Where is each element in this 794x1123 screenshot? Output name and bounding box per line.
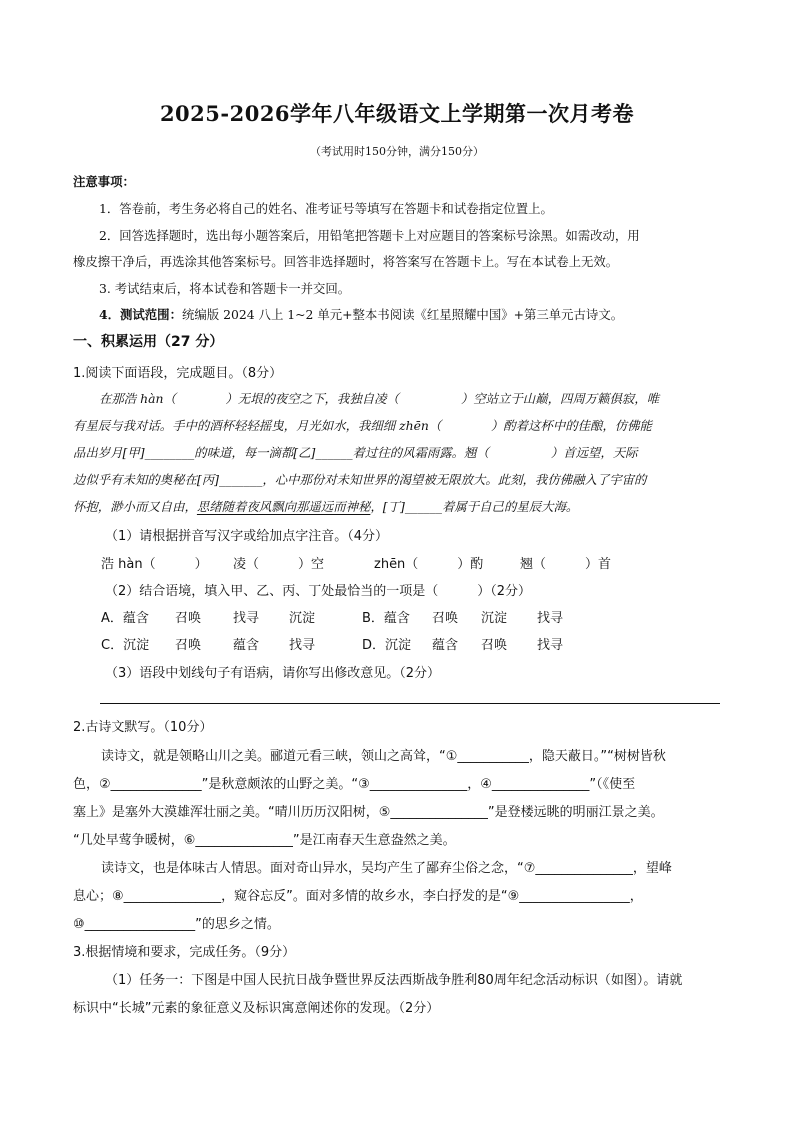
q2-line-7: ⑩_________________”的思乡之情。 [73, 917, 280, 932]
q2-line-5: 读诗文，也是体味古人情思。面对奇山异水，吴均产生了鄙弃尘俗之念，“⑦_______________，望峰 [101, 861, 672, 876]
notice-item-2-cont: 橡皮擦干净后，再选涂其他答案标号。回答非选择题时，将答案写在答题卡上。写在本试卷上无效。 [73, 254, 619, 269]
q3-line-1: （1）任务一：下图是中国人民抗日战争暨世界反法西斯战争胜利80周年纪念活动标识（如图）。请就 [105, 973, 683, 988]
q1-pinyin-3: zhēn（ ）酌 [374, 557, 484, 572]
q1-para-line-2: 有星辰与我对话。手中的酒杯轻轻摇曳，月光如水，我细细 zhēn（ ）酌着这杯中的佳酿，仿佛能 [73, 418, 652, 433]
q1-para-line-5 [73, 497, 578, 515]
q2-line-6: 息心；⑧_______________，窥谷忘反”。面对多情的故乡水，李白抒发的是“⑨_________________， [73, 889, 643, 904]
q1-option-b [362, 607, 564, 626]
q2-line-1: 读诗文，就是领略山川之美。郦道元看三峡，领山之高耸，“①___________，隐天蔽日。”“树树皆秋 [101, 749, 666, 764]
q1-underlined-sentence: 思绪随着夜风飘向那遥远而神秘 [196, 499, 371, 514]
q1-para-5a: 怀抱，渺小而又自由， [73, 499, 197, 514]
option-b-word-2: 召唤 [432, 611, 459, 626]
answer-line [100, 703, 720, 704]
q1-stem: 1.阅读下面语段，完成题目。（8分） [73, 366, 283, 381]
page-subtitle: （考试用时150分钟，满分150分） [310, 145, 484, 158]
option-a-word-1: A．蕴含 [101, 611, 149, 626]
q3-line-2: 标识中“长城”元素的象征意义及标识寓意阐述你的发现。（2分） [73, 1001, 440, 1016]
notice-item-1: 1．答卷前，考生务必将自己的姓名、准考证号等填写在答题卡和试卷指定位置上。 [99, 201, 553, 216]
option-d-word-1: D．沉淀 [362, 638, 412, 653]
section-heading: 一、积累运用（27 分） [73, 334, 224, 350]
page-title: 2025-2026学年八年级语文上学期第一次月考卷 [159, 101, 635, 126]
notice-item-4 [99, 305, 623, 323]
q1-sub1: （1）请根据拼音写汉字或给加点字注音。（4分） [105, 529, 389, 544]
option-a-word-4: 沉淀 [289, 611, 316, 626]
notice-item-2: 2．回答选择题时，选出每小题答案后，用铅笔把答题卡上对应题目的答案标号涂黑。如需改动，用 [99, 228, 640, 243]
q1-pinyin-2: 凌（ ）空 [233, 557, 325, 572]
option-c-word-1: C．沉淀 [101, 638, 150, 653]
notice-heading: 注意事项： [73, 174, 135, 189]
notice-item-4-text: 统编版 2024 八上 1~2 单元+整本书阅读《红星照耀中国》+第三单元古诗文。 [181, 307, 624, 322]
option-b-word-4: 找寻 [537, 611, 564, 626]
option-b-word-1: B．蕴含 [362, 611, 410, 626]
q1-para-line-3: 品出岁月[甲]________的味道，每一滴都[乙]______着过往的风霜雨露。翘（ ）首远望，天际 [73, 445, 638, 460]
q1-pinyin-1: 浩 hàn（ ） [101, 557, 208, 572]
q3-stem: 3.根据情境和要求，完成任务。（9分） [73, 945, 296, 960]
q1-sub2: （2）结合语境，填入甲、乙、丙、丁处最恰当的一项是（ ）（2分） [105, 584, 532, 599]
q1-para-5c: ，[丁]______着属于自己的星辰大海。 [370, 499, 579, 514]
option-d-word-2: 蕴含 [432, 638, 459, 653]
q1-sub3: （3）语段中划线句子有语病，请你写出修改意见。（2分） [105, 666, 441, 681]
option-c-word-2: 召唤 [175, 638, 202, 653]
option-c-word-4: 找寻 [289, 638, 316, 653]
notice-item-4-label: 4．测试范围： [99, 307, 182, 322]
q2-line-3: 塞上》是塞外大漠雄浑壮丽之美。“晴川历历汉阳树，⑤_______________”是登楼远眺的明丽江景之美。 [73, 805, 664, 820]
q2-line-4: “几处早莺争暖树，⑥_______________”是江南春天生意盎然之美。 [73, 833, 456, 848]
option-c-word-3: 蕴含 [233, 638, 260, 653]
q1-pinyin-4: 翘（ ）首 [520, 557, 612, 572]
option-b-word-3: 沉淀 [481, 611, 508, 626]
option-a-word-2: 召唤 [175, 611, 202, 626]
q1-option-d [362, 634, 564, 653]
q1-option-a [101, 607, 316, 626]
option-d-word-3: 召唤 [481, 638, 508, 653]
q2-stem: 2.古诗文默写。（10分） [73, 720, 213, 735]
option-d-word-4: 找寻 [537, 638, 564, 653]
q1-option-c [101, 634, 316, 653]
q1-para-line-4: 边似乎有未知的奥秘在[丙]_______，心中那份对未知世界的渴望被无限放大。此刻，我仿佛融入了宇宙的 [73, 472, 647, 487]
option-a-word-3: 找寻 [233, 611, 260, 626]
q2-line-2: 色，②______________”是秋意颇浓的山野之美。“③_______________，④_______________”（《使至 [73, 777, 636, 792]
notice-item-3: 3. 考试结束后，将本试卷和答题卡一并交回。 [99, 281, 351, 296]
q1-para-line-1: 在那浩 hàn（ ）无垠的夜空之下，我独自凌（ ）空站立于山巅，四周万籁俱寂，唯 [99, 391, 660, 406]
